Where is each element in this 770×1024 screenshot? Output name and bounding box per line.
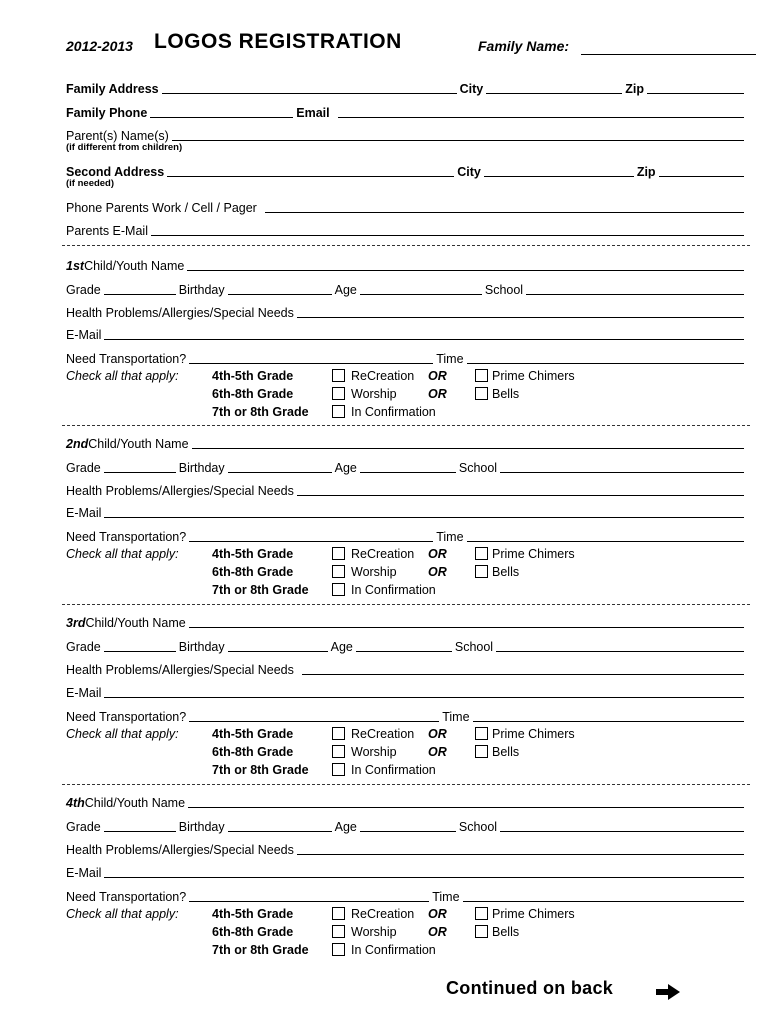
phone-parents-label: Phone Parents Work / Cell / Pager bbox=[66, 201, 257, 215]
child-4-grade-label: Grade bbox=[66, 820, 101, 834]
family-address-label: Family Address bbox=[66, 82, 159, 96]
child-3-or-1: OR bbox=[428, 727, 447, 741]
child-1-time-field[interactable] bbox=[467, 363, 744, 364]
child-4-recreation-label: ReCreation bbox=[351, 907, 415, 921]
child-4-grade-6-8: 6th-8th Grade bbox=[212, 925, 294, 939]
child-2-recreation-checkbox[interactable] bbox=[332, 547, 345, 560]
parents-email-field[interactable] bbox=[151, 235, 744, 236]
child-2-grade-6-8: 6th-8th Grade bbox=[212, 565, 294, 579]
family-name-field[interactable] bbox=[581, 54, 756, 55]
child-3-school-label: School bbox=[454, 640, 494, 654]
child-2-birthday-field[interactable] bbox=[228, 472, 332, 473]
child-4-age-field[interactable] bbox=[360, 831, 456, 832]
child-3-name-row bbox=[66, 614, 747, 630]
child-2-time-label: Time bbox=[436, 530, 464, 544]
child-2-transport-row bbox=[66, 528, 747, 544]
child-2-prime-chimers-label: Prime Chimers bbox=[492, 547, 575, 561]
child-2-bells-checkbox[interactable] bbox=[475, 565, 488, 578]
child-1-name-field[interactable] bbox=[187, 270, 744, 271]
child-4-grade-row bbox=[66, 818, 747, 834]
child-1-ordinal: 1st bbox=[66, 259, 85, 273]
child-1-check-all-label: Check all that apply: bbox=[66, 369, 179, 383]
child-2-birthday-label: Birthday bbox=[178, 461, 225, 475]
child-1-health-label: Health Problems/Allergies/Special Needs bbox=[66, 306, 294, 320]
child-4-or-2: OR bbox=[428, 925, 447, 939]
child-4-bells-label: Bells bbox=[492, 925, 520, 939]
child-4-grade-7-8: 7th or 8th Grade bbox=[212, 943, 309, 957]
child-1-transport-row bbox=[66, 350, 747, 366]
child-4-activities bbox=[66, 907, 626, 963]
family-email-field[interactable] bbox=[338, 117, 744, 118]
child-3-confirmation-label: In Confirmation bbox=[351, 763, 436, 777]
child-1-name-label: Child/Youth Name bbox=[84, 259, 185, 273]
child-2-age-label: Age bbox=[334, 461, 357, 475]
child-3-grade-label: Grade bbox=[66, 640, 101, 654]
child-1-activities bbox=[66, 369, 626, 425]
child-4-time-label: Time bbox=[432, 890, 460, 904]
section-divider bbox=[62, 245, 750, 246]
second-address-row bbox=[66, 163, 747, 179]
parents-email-row bbox=[66, 222, 747, 238]
child-2-school-field[interactable] bbox=[500, 472, 744, 473]
child-2-or-2: OR bbox=[428, 565, 447, 579]
child-3-ordinal: 3rd bbox=[66, 616, 86, 630]
child-1-health-field[interactable] bbox=[297, 317, 744, 318]
child-1-prime-chimers-checkbox[interactable] bbox=[475, 369, 488, 382]
city-label: City bbox=[459, 82, 484, 96]
child-2-health-row bbox=[66, 482, 747, 498]
child-2-or-1: OR bbox=[428, 547, 447, 561]
child-4-worship-label: Worship bbox=[351, 925, 397, 939]
child-1-prime-chimers-label: Prime Chimers bbox=[492, 369, 575, 383]
child-1-or-1: OR bbox=[428, 369, 447, 383]
child-4-check-all-label: Check all that apply: bbox=[66, 907, 179, 921]
second-city-label: City bbox=[457, 165, 481, 179]
child-1-bells-label: Bells bbox=[492, 387, 520, 401]
second-address-label: Second Address bbox=[66, 165, 165, 179]
child-2-email-field[interactable] bbox=[104, 517, 744, 518]
child-1-confirmation-checkbox[interactable] bbox=[332, 405, 345, 418]
child-4-bells-checkbox[interactable] bbox=[475, 925, 488, 938]
child-1-bells-checkbox[interactable] bbox=[475, 387, 488, 400]
child-1-recreation-label: ReCreation bbox=[351, 369, 415, 383]
child-3-health-field[interactable] bbox=[302, 674, 744, 675]
child-3-health-label: Health Problems/Allergies/Special Needs bbox=[66, 663, 294, 677]
child-2-age-field[interactable] bbox=[360, 472, 456, 473]
parents-names-field[interactable] bbox=[172, 140, 744, 141]
child-4-health-label: Health Problems/Allergies/Special Needs bbox=[66, 843, 294, 857]
child-2-time-field[interactable] bbox=[467, 541, 744, 542]
parents-names-label: Parent(s) Name(s) bbox=[66, 129, 169, 143]
child-1-grade-6-8: 6th-8th Grade bbox=[212, 387, 294, 401]
section-divider bbox=[62, 784, 750, 785]
child-3-grade-4-5: 4th-5th Grade bbox=[212, 727, 294, 741]
child-3-activities bbox=[66, 727, 626, 783]
family-phone-label: Family Phone bbox=[66, 106, 148, 120]
child-1-email-row bbox=[66, 326, 747, 342]
child-2-prime-chimers-checkbox[interactable] bbox=[475, 547, 488, 560]
child-4-email-field[interactable] bbox=[104, 877, 744, 878]
child-4-name-label: Child/Youth Name bbox=[84, 796, 186, 810]
child-3-email-field[interactable] bbox=[104, 697, 744, 698]
child-1-recreation-checkbox[interactable] bbox=[332, 369, 345, 382]
form-title: LOGOS REGISTRATION bbox=[154, 30, 402, 53]
child-2-confirmation-label: In Confirmation bbox=[351, 583, 436, 597]
child-3-recreation-label: ReCreation bbox=[351, 727, 415, 741]
child-4-health-field[interactable] bbox=[297, 854, 744, 855]
child-1-grade-4-5: 4th-5th Grade bbox=[212, 369, 294, 383]
child-4-birthday-label: Birthday bbox=[178, 820, 225, 834]
child-4-birthday-field[interactable] bbox=[228, 831, 332, 832]
child-2-confirmation-checkbox[interactable] bbox=[332, 583, 345, 596]
section-divider bbox=[62, 604, 750, 605]
child-4-transport-label: Need Transportation? bbox=[66, 890, 187, 904]
child-2-health-field[interactable] bbox=[297, 495, 744, 496]
child-1-school-label: School bbox=[484, 283, 524, 297]
child-4-age-label: Age bbox=[334, 820, 357, 834]
child-3-prime-chimers-label: Prime Chimers bbox=[492, 727, 575, 741]
phone-parents-field[interactable] bbox=[265, 212, 744, 213]
child-2-grade-7-8: 7th or 8th Grade bbox=[212, 583, 309, 597]
second-zip-label: Zip bbox=[636, 165, 656, 179]
child-2-grade-4-5: 4th-5th Grade bbox=[212, 547, 294, 561]
child-4-grade-4-5: 4th-5th Grade bbox=[212, 907, 294, 921]
child-3-age-label: Age bbox=[330, 640, 353, 654]
child-2-grade-row bbox=[66, 459, 747, 475]
child-3-transport-field[interactable] bbox=[189, 721, 439, 722]
zip-field[interactable] bbox=[647, 93, 744, 94]
child-3-check-all-label: Check all that apply: bbox=[66, 727, 179, 741]
child-3-worship-label: Worship bbox=[351, 745, 397, 759]
child-4-time-field[interactable] bbox=[463, 901, 744, 902]
child-3-transport-row bbox=[66, 708, 747, 724]
child-4-transport-row bbox=[66, 888, 747, 904]
child-4-name-row bbox=[66, 794, 747, 810]
child-1-or-2: OR bbox=[428, 387, 447, 401]
child-2-transport-field[interactable] bbox=[189, 541, 433, 542]
child-3-worship-checkbox[interactable] bbox=[332, 745, 345, 758]
second-zip-field[interactable] bbox=[659, 176, 744, 177]
child-1-worship-label: Worship bbox=[351, 387, 397, 401]
child-3-name-field[interactable] bbox=[189, 627, 744, 628]
second-address-field[interactable] bbox=[167, 176, 454, 177]
child-3-school-field[interactable] bbox=[496, 651, 744, 652]
child-1-birthday-label: Birthday bbox=[178, 283, 225, 297]
child-3-time-field[interactable] bbox=[473, 721, 744, 722]
child-4-prime-chimers-checkbox[interactable] bbox=[475, 907, 488, 920]
child-4-confirmation-label: In Confirmation bbox=[351, 943, 436, 957]
child-4-name-field[interactable] bbox=[188, 807, 744, 808]
child-4-transport-field[interactable] bbox=[189, 901, 429, 902]
child-4-confirmation-checkbox[interactable] bbox=[332, 943, 345, 956]
family-name-label: Family Name: bbox=[478, 38, 570, 54]
child-2-health-label: Health Problems/Allergies/Special Needs bbox=[66, 484, 294, 498]
child-1-time-label: Time bbox=[436, 352, 464, 366]
child-3-grade-row bbox=[66, 638, 747, 654]
child-4-or-1: OR bbox=[428, 907, 447, 921]
child-1-age-field[interactable] bbox=[360, 294, 482, 295]
child-3-birthday-field[interactable] bbox=[228, 651, 328, 652]
child-3-email-label: E-Mail bbox=[66, 686, 102, 700]
child-1-grade-row bbox=[66, 281, 747, 297]
child-3-health-row bbox=[66, 661, 747, 677]
school-year: 2012-2013 bbox=[66, 38, 133, 54]
child-4-email-label: E-Mail bbox=[66, 866, 102, 880]
child-3-confirmation-checkbox[interactable] bbox=[332, 763, 345, 776]
child-2-bells-label: Bells bbox=[492, 565, 520, 579]
child-1-age-label: Age bbox=[334, 283, 357, 297]
child-2-name-row bbox=[66, 435, 747, 451]
family-address-field[interactable] bbox=[162, 93, 457, 94]
child-3-recreation-checkbox[interactable] bbox=[332, 727, 345, 740]
child-3-age-field[interactable] bbox=[356, 651, 452, 652]
child-1-grade-field[interactable] bbox=[104, 294, 176, 295]
child-3-prime-chimers-checkbox[interactable] bbox=[475, 727, 488, 740]
child-1-email-field[interactable] bbox=[104, 339, 744, 340]
child-1-health-row bbox=[66, 304, 747, 320]
parents-names-row bbox=[66, 127, 747, 143]
family-phone-row bbox=[66, 104, 747, 120]
second-city-field[interactable] bbox=[484, 176, 634, 177]
continued-on-back: Continued on back bbox=[446, 978, 614, 998]
child-1-transport-label: Need Transportation? bbox=[66, 352, 187, 366]
child-4-school-label: School bbox=[458, 820, 498, 834]
child-4-worship-checkbox[interactable] bbox=[332, 925, 345, 938]
form-header bbox=[66, 30, 756, 60]
child-3-grade-7-8: 7th or 8th Grade bbox=[212, 763, 309, 777]
phone-parents-row bbox=[66, 199, 747, 215]
child-2-school-label: School bbox=[458, 461, 498, 475]
parents-email-label: Parents E-Mail bbox=[66, 224, 148, 238]
child-1-transport-field[interactable] bbox=[189, 363, 433, 364]
city-field[interactable] bbox=[486, 93, 622, 94]
child-2-activities bbox=[66, 547, 626, 603]
child-3-birthday-label: Birthday bbox=[178, 640, 225, 654]
child-3-bells-label: Bells bbox=[492, 745, 520, 759]
child-2-grade-field[interactable] bbox=[104, 472, 176, 473]
child-3-transport-label: Need Transportation? bbox=[66, 710, 187, 724]
family-address-row bbox=[66, 80, 747, 96]
child-3-time-label: Time bbox=[442, 710, 470, 724]
child-4-email-row bbox=[66, 864, 747, 880]
child-3-name-label: Child/Youth Name bbox=[85, 616, 186, 630]
child-1-birthday-field[interactable] bbox=[228, 294, 332, 295]
child-1-email-label: E-Mail bbox=[66, 328, 102, 342]
child-1-grade-label: Grade bbox=[66, 283, 101, 297]
child-4-health-row bbox=[66, 841, 747, 857]
child-2-worship-checkbox[interactable] bbox=[332, 565, 345, 578]
child-2-recreation-label: ReCreation bbox=[351, 547, 415, 561]
child-4-recreation-checkbox[interactable] bbox=[332, 907, 345, 920]
zip-label: Zip bbox=[625, 82, 645, 96]
child-1-confirmation-label: In Confirmation bbox=[351, 405, 436, 419]
email-label: Email bbox=[296, 106, 330, 120]
child-1-school-field[interactable] bbox=[526, 294, 744, 295]
child-2-worship-label: Worship bbox=[351, 565, 397, 579]
child-2-transport-label: Need Transportation? bbox=[66, 530, 187, 544]
child-4-prime-chimers-label: Prime Chimers bbox=[492, 907, 575, 921]
parents-names-note: (if different from children) bbox=[66, 142, 183, 153]
child-3-bells-checkbox[interactable] bbox=[475, 745, 488, 758]
child-4-ordinal: 4th bbox=[66, 796, 85, 810]
child-4-grade-field[interactable] bbox=[104, 831, 176, 832]
child-3-email-row bbox=[66, 684, 747, 700]
child-1-worship-checkbox[interactable] bbox=[332, 387, 345, 400]
family-phone-field[interactable] bbox=[150, 117, 293, 118]
child-3-grade-field[interactable] bbox=[104, 651, 176, 652]
child-2-ordinal: 2nd bbox=[66, 437, 89, 451]
child-2-name-field[interactable] bbox=[192, 448, 744, 449]
child-3-or-2: OR bbox=[428, 745, 447, 759]
second-address-note: (if needed) bbox=[66, 178, 115, 189]
child-1-name-row bbox=[66, 257, 747, 273]
arrow-right-icon bbox=[656, 984, 680, 1000]
child-4-school-field[interactable] bbox=[500, 831, 744, 832]
child-1-grade-7-8: 7th or 8th Grade bbox=[212, 405, 309, 419]
child-2-name-label: Child/Youth Name bbox=[88, 437, 189, 451]
child-3-grade-6-8: 6th-8th Grade bbox=[212, 745, 294, 759]
section-divider bbox=[62, 425, 750, 426]
child-2-grade-label: Grade bbox=[66, 461, 101, 475]
child-2-email-label: E-Mail bbox=[66, 506, 102, 520]
child-2-email-row bbox=[66, 504, 747, 520]
child-2-check-all-label: Check all that apply: bbox=[66, 547, 179, 561]
